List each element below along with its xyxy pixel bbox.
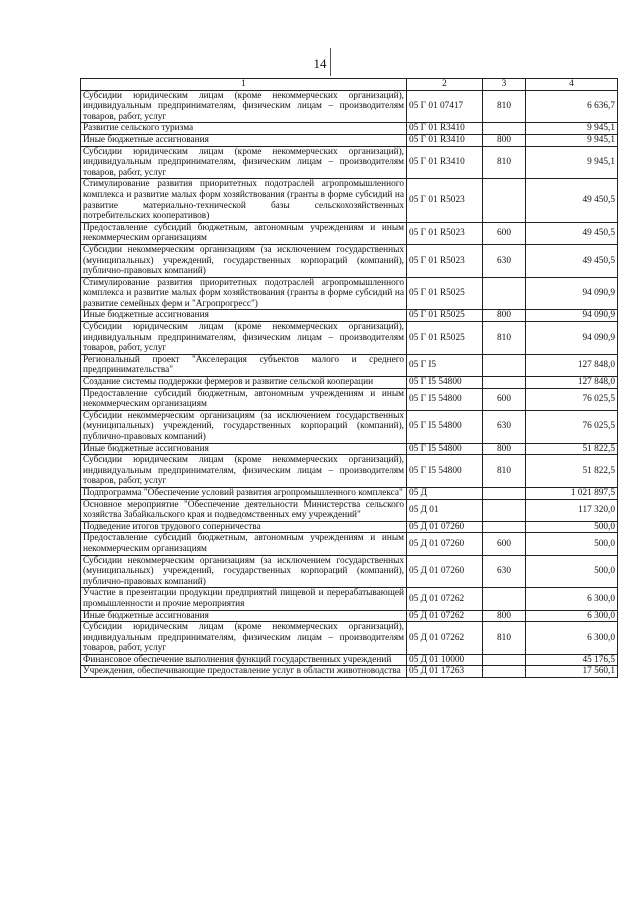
table-row	[81, 222, 618, 244]
row-name-cell: Субсидии юридическим лицам (кроме некоммерческих организаций), индивидуальным предпринимателям, физическим лицам – производителям товаров, работ, услуг	[81, 90, 407, 123]
row-expense-type-cell	[483, 377, 526, 389]
table-row	[81, 410, 618, 443]
row-name-cell: Субсидии некоммерческим организациям (за исключением государственных (муниципальных) учреждений, государственных корпораций (компаний), публично-правовых компаний)	[81, 244, 407, 277]
row-name-cell: Субсидии юридическим лицам (кроме некоммерческих организаций), индивидуальным предпринимателям, физическим лицам – производителям товаров, работ, услуг	[81, 322, 407, 355]
table-row	[81, 179, 618, 222]
row-code-cell: 05 Г 01 07417	[407, 90, 483, 123]
table-row	[81, 521, 618, 533]
row-amount-cell: 6 300,0	[526, 622, 618, 655]
table-row	[81, 146, 618, 179]
row-expense-type-cell: 800	[483, 310, 526, 322]
row-code-cell: 05 Д 01 07262	[407, 610, 483, 622]
row-expense-type-cell: 630	[483, 244, 526, 277]
row-amount-cell: 127 848,0	[526, 377, 618, 389]
row-name-cell: Предоставление субсидий бюджетным, автономным учреждениям и иным некоммерческим организациям	[81, 388, 407, 410]
table-row	[81, 310, 618, 322]
table-row	[81, 134, 618, 146]
row-name-cell: Развитие сельского туризма	[81, 123, 407, 135]
row-amount-cell: 6 300,0	[526, 588, 618, 610]
row-amount-cell: 51 822,5	[526, 455, 618, 488]
row-code-cell: 05 Д	[407, 487, 483, 499]
row-name-cell: Учреждения, обеспечивающие предоставление услуг в области животноводства	[81, 666, 407, 678]
table-row	[81, 354, 618, 376]
row-name-cell: Стимулирование развития приоритетных подотраслей агропромышленного комплекса и развитие малых форм хозяйствования (гранты в форме субсидий на развитие семейных ферм и "Агропрогресс")	[81, 277, 407, 310]
row-code-cell: 05 Д 01 17263	[407, 666, 483, 678]
table-header-row	[81, 79, 618, 91]
row-amount-cell: 500,0	[526, 533, 618, 555]
row-expense-type-cell	[483, 666, 526, 678]
row-name-cell: Региональный проект "Акселерация субъектов малого и среднего предпринимательства"	[81, 354, 407, 376]
row-expense-type-cell	[483, 179, 526, 222]
row-amount-cell: 127 848,0	[526, 354, 618, 376]
row-amount-cell: 94 090,9	[526, 310, 618, 322]
row-amount-cell: 9 945,1	[526, 134, 618, 146]
row-code-cell: 05 Г I5 54800	[407, 455, 483, 488]
row-expense-type-cell	[483, 487, 526, 499]
row-code-cell: 05 Д 01 10000	[407, 654, 483, 666]
row-amount-cell: 45 176,5	[526, 654, 618, 666]
row-expense-type-cell: 810	[483, 455, 526, 488]
row-name-cell: Подведение итогов трудового соперничества	[81, 521, 407, 533]
row-name-cell: Финансовое обеспечение выполнения функций государственных учреждений	[81, 654, 407, 666]
row-name-cell: Подпрограмма "Обеспечение условий развития агропромышленного комплекса"	[81, 487, 407, 499]
table-row	[81, 277, 618, 310]
budget-table	[80, 78, 618, 678]
row-expense-type-cell: 630	[483, 555, 526, 588]
row-expense-type-cell: 600	[483, 222, 526, 244]
table-row	[81, 90, 618, 123]
row-amount-cell: 49 450,5	[526, 244, 618, 277]
row-name-cell: Стимулирование развития приоритетных подотраслей агропромышленного комплекса и развитие малых форм хозяйствования (гранты в форме субсидий на развитие материально-технической базы сельскохозяйственных потребительских кооперативов)	[81, 179, 407, 222]
row-name-cell: Субсидии некоммерческим организациям (за исключением государственных (муниципальных) учреждений, государственных корпораций (компаний), публично-правовых компаний)	[81, 555, 407, 588]
row-expense-type-cell: 800	[483, 134, 526, 146]
row-name-cell: Субсидии юридическим лицам (кроме некоммерческих организаций), индивидуальным предпринимателям, физическим лицам – производителям товаров, работ, услуг	[81, 146, 407, 179]
row-code-cell: 05 Г I5	[407, 354, 483, 376]
table-row	[81, 666, 618, 678]
row-amount-cell: 500,0	[526, 555, 618, 588]
row-code-cell: 05 Г 01 R3410	[407, 123, 483, 135]
row-code-cell: 05 Г 01 R3410	[407, 146, 483, 179]
table-row	[81, 610, 618, 622]
table-row	[81, 388, 618, 410]
row-expense-type-cell	[483, 277, 526, 310]
row-code-cell: 05 Д 01	[407, 499, 483, 521]
row-expense-type-cell	[483, 499, 526, 521]
row-name-cell: Предоставление субсидий бюджетным, автономным учреждениям и иным некоммерческим организациям	[81, 222, 407, 244]
row-expense-type-cell: 800	[483, 610, 526, 622]
row-name-cell: Предоставление субсидий бюджетным, автономным учреждениям и иным некоммерческим организациям	[81, 533, 407, 555]
row-code-cell: 05 Д 01 07260	[407, 555, 483, 588]
row-amount-cell: 6 636,7	[526, 90, 618, 123]
table-row	[81, 443, 618, 455]
row-name-cell: Субсидии юридическим лицам (кроме некоммерческих организаций), индивидуальным предпринимателям, физическим лицам – производителям товаров, работ, услуг	[81, 622, 407, 655]
row-code-cell: 05 Г I5 54800	[407, 410, 483, 443]
column-header: 4	[526, 79, 618, 91]
row-code-cell: 05 Д 01 07262	[407, 588, 483, 610]
column-header: 1	[81, 79, 407, 91]
row-name-cell: Иные бюджетные ассигнования	[81, 610, 407, 622]
row-name-cell: Основное мероприятие "Обеспечение деятельности Министерства сельского хозяйства Забайкальского края и подведомственных ему учреждений"	[81, 499, 407, 521]
row-name-cell: Субсидии юридическим лицам (кроме некоммерческих организаций), индивидуальным предпринимателям, физическим лицам – производителям товаров, работ, услуг	[81, 455, 407, 488]
table-row	[81, 123, 618, 135]
row-name-cell: Иные бюджетные ассигнования	[81, 443, 407, 455]
row-code-cell: 05 Г 01 R5025	[407, 277, 483, 310]
table-row	[81, 322, 618, 355]
row-expense-type-cell: 800	[483, 443, 526, 455]
row-expense-type-cell	[483, 123, 526, 135]
row-expense-type-cell	[483, 521, 526, 533]
row-name-cell: Участие в презентации продукции предприятий пищевой и перерабатывающей промышленности и прочие мероприятия	[81, 588, 407, 610]
row-expense-type-cell: 630	[483, 410, 526, 443]
row-name-cell: Иные бюджетные ассигнования	[81, 134, 407, 146]
row-code-cell: 05 Г I5 54800	[407, 443, 483, 455]
row-name-cell: Иные бюджетные ассигнования	[81, 310, 407, 322]
table-row	[81, 499, 618, 521]
table-row	[81, 588, 618, 610]
row-amount-cell: 117 320,0	[526, 499, 618, 521]
row-code-cell: 05 Г I5 54800	[407, 388, 483, 410]
row-expense-type-cell: 600	[483, 533, 526, 555]
row-amount-cell: 9 945,1	[526, 123, 618, 135]
row-code-cell: 05 Г 01 R5023	[407, 179, 483, 222]
row-code-cell: 05 Д 01 07262	[407, 622, 483, 655]
row-expense-type-cell: 810	[483, 146, 526, 179]
row-amount-cell: 94 090,9	[526, 322, 618, 355]
row-code-cell: 05 Д 01 07260	[407, 533, 483, 555]
row-expense-type-cell: 810	[483, 622, 526, 655]
table-row	[81, 533, 618, 555]
row-amount-cell: 76 025,5	[526, 410, 618, 443]
row-amount-cell: 49 450,5	[526, 222, 618, 244]
row-code-cell: 05 Д 01 07260	[407, 521, 483, 533]
row-amount-cell: 94 090,9	[526, 277, 618, 310]
table-row	[81, 487, 618, 499]
row-name-cell: Субсидии некоммерческим организациям (за исключением государственных (муниципальных) учреждений, государственных корпораций (компаний), публично-правовых компаний)	[81, 410, 407, 443]
row-code-cell: 05 Г I5 54800	[407, 377, 483, 389]
row-expense-type-cell	[483, 654, 526, 666]
row-amount-cell: 76 025,5	[526, 388, 618, 410]
row-code-cell: 05 Г 01 R5023	[407, 222, 483, 244]
table-row	[81, 622, 618, 655]
row-amount-cell: 6 300,0	[526, 610, 618, 622]
table-row	[81, 377, 618, 389]
row-expense-type-cell: 810	[483, 322, 526, 355]
row-code-cell: 05 Г 01 R5025	[407, 322, 483, 355]
row-amount-cell: 49 450,5	[526, 179, 618, 222]
row-amount-cell: 51 822,5	[526, 443, 618, 455]
row-code-cell: 05 Г 01 R5023	[407, 244, 483, 277]
row-code-cell: 05 Г 01 R5025	[407, 310, 483, 322]
row-code-cell: 05 Г 01 R3410	[407, 134, 483, 146]
row-expense-type-cell	[483, 588, 526, 610]
row-expense-type-cell	[483, 354, 526, 376]
column-header: 3	[483, 79, 526, 91]
row-name-cell: Создание системы поддержки фермеров и развитие сельской кооперации	[81, 377, 407, 389]
column-header: 2	[407, 79, 483, 91]
row-amount-cell: 1 021 897,5	[526, 487, 618, 499]
table-row	[81, 654, 618, 666]
table-row	[81, 244, 618, 277]
page-number: 14	[313, 56, 327, 71]
row-expense-type-cell: 810	[483, 90, 526, 123]
row-expense-type-cell: 600	[483, 388, 526, 410]
row-amount-cell: 17 560,1	[526, 666, 618, 678]
row-amount-cell: 9 945,1	[526, 146, 618, 179]
row-amount-cell: 500,0	[526, 521, 618, 533]
table-row	[81, 555, 618, 588]
table-row	[81, 455, 618, 488]
